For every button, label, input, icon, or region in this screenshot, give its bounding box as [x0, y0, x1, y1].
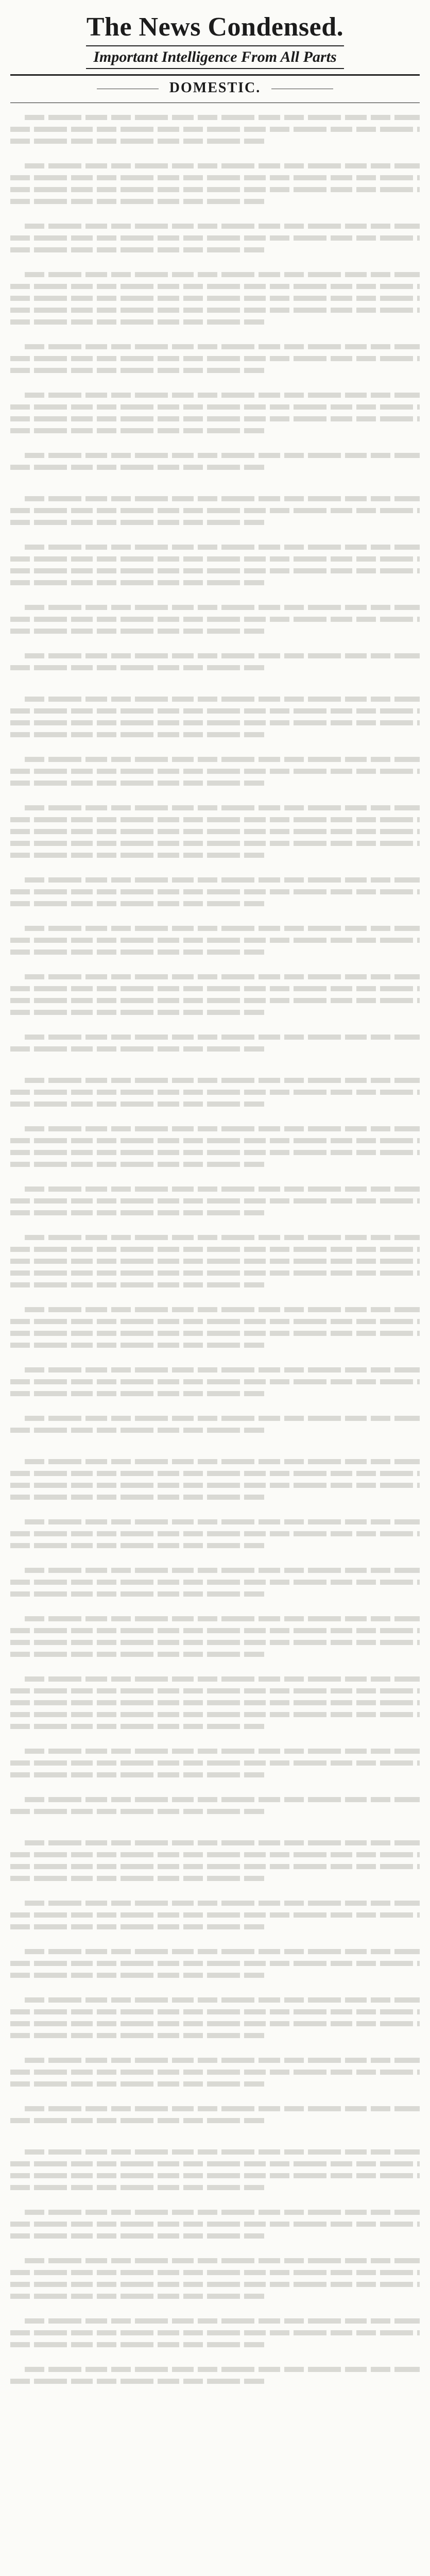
text-line — [25, 1568, 420, 1573]
page-subtitle: Important Intelligence From All Parts — [86, 45, 343, 69]
article-paragraph — [10, 1452, 420, 1506]
text-line — [10, 1809, 264, 1814]
article-text-lines — [10, 163, 420, 204]
text-line — [10, 175, 420, 180]
text-line — [10, 1640, 420, 1645]
article-paragraph — [10, 1180, 420, 1222]
text-line — [10, 319, 264, 325]
text-line — [10, 2161, 420, 2166]
text-line — [25, 1187, 420, 1192]
text-line — [10, 2270, 420, 2275]
text-line — [25, 2367, 420, 2372]
article-text-lines — [10, 1749, 420, 1777]
text-line — [10, 1428, 264, 1433]
article-list — [10, 108, 420, 2397]
article-text-lines — [10, 805, 420, 858]
article-text-lines — [10, 1997, 420, 2038]
article-paragraph — [10, 1894, 420, 1936]
text-line — [10, 247, 264, 252]
article-paragraph — [10, 1409, 420, 1446]
article-paragraph — [10, 871, 420, 913]
text-line — [10, 950, 264, 955]
text-line — [10, 769, 420, 774]
text-line — [25, 1749, 420, 1754]
article-paragraph — [10, 337, 420, 380]
text-line — [10, 1580, 420, 1585]
article-text-lines — [10, 1519, 420, 1548]
text-line — [25, 1416, 420, 1421]
text-line — [10, 580, 264, 585]
text-line — [25, 272, 420, 277]
divider — [10, 74, 420, 76]
article-paragraph — [10, 1942, 420, 1985]
text-line — [10, 708, 420, 714]
text-line — [10, 1471, 420, 1476]
text-line — [10, 404, 420, 410]
article-paragraph — [10, 1790, 420, 1827]
article-paragraph — [10, 799, 420, 865]
text-line — [10, 2070, 420, 2075]
article-text-lines — [10, 1307, 420, 1348]
article-paragraph — [10, 2051, 420, 2093]
text-line — [25, 1035, 420, 1040]
article-paragraph — [10, 386, 420, 440]
text-line — [25, 805, 420, 810]
text-line — [10, 284, 420, 289]
article-text-lines — [10, 877, 420, 906]
text-line — [10, 1282, 264, 1287]
text-line — [10, 1724, 264, 1729]
article-text-lines — [10, 1568, 420, 1597]
text-line — [25, 224, 420, 229]
article-text-lines — [10, 2210, 420, 2239]
article-text-lines — [10, 1797, 420, 1814]
text-line — [25, 1901, 420, 1906]
text-line — [25, 2210, 420, 2215]
text-line — [25, 1676, 420, 1682]
text-line — [10, 1772, 264, 1777]
text-line — [10, 853, 264, 858]
text-line — [25, 2318, 420, 2324]
text-line — [10, 1712, 420, 1717]
article-text-lines — [10, 697, 420, 737]
article-paragraph — [10, 108, 420, 150]
text-line — [10, 368, 264, 373]
article-text-lines — [10, 393, 420, 433]
text-line — [25, 1840, 420, 1845]
text-line — [10, 1852, 420, 1857]
text-line — [10, 1162, 264, 1167]
text-line — [25, 344, 420, 349]
text-line — [10, 296, 420, 301]
text-line — [10, 1210, 264, 1215]
text-line — [25, 1459, 420, 1464]
text-line — [10, 665, 264, 670]
text-line — [25, 163, 420, 168]
text-line — [10, 1198, 420, 1204]
article-text-lines — [10, 1616, 420, 1657]
text-line — [10, 1495, 264, 1500]
text-line — [10, 732, 264, 737]
article-text-lines — [10, 272, 420, 325]
article-text-lines — [10, 974, 420, 1015]
text-line — [25, 1078, 420, 1083]
article-paragraph — [10, 1228, 420, 1294]
text-line — [25, 1997, 420, 2003]
text-line — [10, 2233, 264, 2239]
text-line — [25, 605, 420, 610]
text-line — [10, 901, 264, 906]
article-paragraph — [10, 265, 420, 331]
article-text-lines — [10, 1949, 420, 1978]
text-line — [10, 568, 420, 573]
text-line — [10, 2118, 264, 2123]
article-paragraph — [10, 2312, 420, 2354]
text-line — [10, 1543, 264, 1548]
text-line — [10, 889, 420, 894]
text-line — [10, 2185, 264, 2190]
text-line — [10, 1531, 420, 1536]
article-text-lines — [10, 1078, 420, 1107]
text-line — [10, 1270, 420, 1276]
text-line — [10, 986, 420, 991]
text-line — [25, 1307, 420, 1312]
article-paragraph — [10, 1670, 420, 1736]
text-line — [10, 1760, 420, 1766]
text-line — [25, 757, 420, 762]
text-line — [10, 127, 420, 132]
article-text-lines — [10, 2106, 420, 2123]
article-paragraph — [10, 1120, 420, 1174]
text-line — [10, 1652, 264, 1657]
text-line — [10, 617, 420, 622]
text-line — [25, 453, 420, 458]
article-text-lines — [10, 1416, 420, 1433]
article-text-lines — [10, 1459, 420, 1500]
text-line — [10, 1150, 420, 1155]
text-line — [10, 1138, 420, 1143]
text-line — [10, 1924, 264, 1929]
text-line — [25, 2058, 420, 2063]
article-text-lines — [10, 605, 420, 634]
article-text-lines — [10, 757, 420, 786]
text-line — [25, 496, 420, 501]
text-line — [10, 781, 264, 786]
text-line — [10, 1973, 264, 1978]
text-line — [10, 556, 420, 562]
text-line — [10, 2081, 264, 2087]
text-line — [25, 877, 420, 883]
text-line — [10, 2379, 264, 2384]
text-line — [10, 520, 264, 525]
text-line — [25, 115, 420, 120]
text-line — [10, 308, 420, 313]
text-line — [10, 1688, 420, 1693]
article-text-lines — [10, 224, 420, 252]
text-line — [25, 1616, 420, 1621]
article-paragraph — [10, 2360, 420, 2397]
text-line — [10, 1343, 264, 1348]
article-text-lines — [10, 545, 420, 585]
article-paragraph — [10, 157, 420, 211]
text-line — [10, 428, 264, 433]
text-line — [10, 1912, 420, 1918]
article-paragraph — [10, 690, 420, 744]
section-label: DOMESTIC. — [169, 80, 261, 96]
text-line — [25, 1797, 420, 1802]
text-line — [10, 2282, 420, 2287]
text-line — [10, 508, 420, 513]
article-paragraph — [10, 750, 420, 792]
text-line — [10, 1247, 420, 1252]
article-text-lines — [10, 1840, 420, 1881]
article-paragraph — [10, 1300, 420, 1354]
text-line — [10, 1961, 420, 1966]
article-text-lines — [10, 453, 420, 470]
text-line — [10, 2294, 264, 2299]
article-paragraph — [10, 2251, 420, 2306]
text-line — [25, 1519, 420, 1524]
text-line — [10, 2330, 420, 2335]
text-line — [10, 356, 420, 361]
text-line — [10, 2009, 420, 2014]
article-paragraph — [10, 1028, 420, 1065]
article-paragraph — [10, 598, 420, 640]
article-text-lines — [10, 496, 420, 525]
article-text-lines — [10, 1367, 420, 1396]
article-paragraph — [10, 968, 420, 1022]
text-line — [10, 416, 420, 421]
text-line — [25, 2106, 420, 2111]
text-line — [25, 1367, 420, 1372]
text-line — [25, 2258, 420, 2263]
article-text-lines — [10, 2058, 420, 2087]
article-text-lines — [10, 2149, 420, 2190]
text-line — [10, 187, 420, 192]
article-paragraph — [10, 1561, 420, 1603]
subtitle-wrap — [10, 45, 420, 69]
article-paragraph — [10, 2203, 420, 2245]
article-paragraph — [10, 1071, 420, 1113]
article-text-lines — [10, 1035, 420, 1052]
article-paragraph — [10, 446, 420, 483]
text-line — [10, 841, 420, 846]
section-heading — [10, 79, 420, 97]
article-paragraph — [10, 1742, 420, 1784]
text-line — [25, 974, 420, 979]
article-text-lines — [10, 1676, 420, 1729]
text-line — [25, 545, 420, 550]
text-line — [10, 1483, 420, 1488]
article-paragraph — [10, 647, 420, 684]
article-text-lines — [10, 344, 420, 373]
text-line — [10, 199, 264, 204]
text-line — [25, 1949, 420, 1954]
article-text-lines — [10, 1235, 420, 1287]
article-paragraph — [10, 2099, 420, 2137]
article-text-lines — [10, 115, 420, 144]
article-paragraph — [10, 919, 420, 961]
text-line — [10, 1876, 264, 1881]
text-line — [10, 139, 264, 144]
text-line — [25, 1126, 420, 1131]
text-line — [10, 1259, 420, 1264]
text-line — [10, 938, 420, 943]
article-text-lines — [10, 926, 420, 955]
text-line — [25, 926, 420, 931]
text-line — [25, 697, 420, 702]
text-line — [10, 1864, 420, 1869]
text-line — [10, 1628, 420, 1633]
text-line — [25, 1235, 420, 1240]
text-line — [10, 1101, 264, 1107]
text-line — [10, 465, 264, 470]
article-paragraph — [10, 217, 420, 259]
article-text-lines — [10, 2258, 420, 2299]
article-text-lines — [10, 1187, 420, 1215]
text-line — [10, 998, 420, 1003]
text-line — [25, 393, 420, 398]
article-paragraph — [10, 538, 420, 592]
text-line — [10, 829, 420, 834]
text-line — [10, 1046, 264, 1052]
text-line — [10, 1391, 264, 1396]
text-line — [10, 1379, 420, 1384]
page-title: The News Condensed. — [86, 12, 344, 42]
article-text-lines — [10, 2367, 420, 2384]
text-line — [10, 1591, 264, 1597]
article-paragraph — [10, 1834, 420, 1888]
article-paragraph — [10, 1991, 420, 2045]
article-paragraph — [10, 1513, 420, 1555]
text-line — [10, 629, 264, 634]
text-line — [10, 2173, 420, 2178]
article-text-lines — [10, 653, 420, 670]
text-line — [10, 2342, 264, 2347]
text-line — [10, 1090, 420, 1095]
article-paragraph — [10, 489, 420, 532]
text-line — [10, 817, 420, 822]
article-text-lines — [10, 1901, 420, 1929]
text-line — [10, 1319, 420, 1324]
text-line — [10, 2222, 420, 2227]
article-paragraph — [10, 1361, 420, 1403]
text-line — [10, 2033, 264, 2038]
text-line — [10, 720, 420, 725]
article-paragraph — [10, 1609, 420, 1664]
article-text-lines — [10, 1126, 420, 1167]
text-line — [10, 1010, 264, 1015]
article-paragraph — [10, 2143, 420, 2197]
text-line — [10, 235, 420, 241]
text-line — [10, 2021, 420, 2026]
text-line — [25, 2149, 420, 2155]
text-line — [25, 653, 420, 658]
text-line — [10, 1700, 420, 1705]
article-text-lines — [10, 2318, 420, 2347]
text-line — [10, 1331, 420, 1336]
